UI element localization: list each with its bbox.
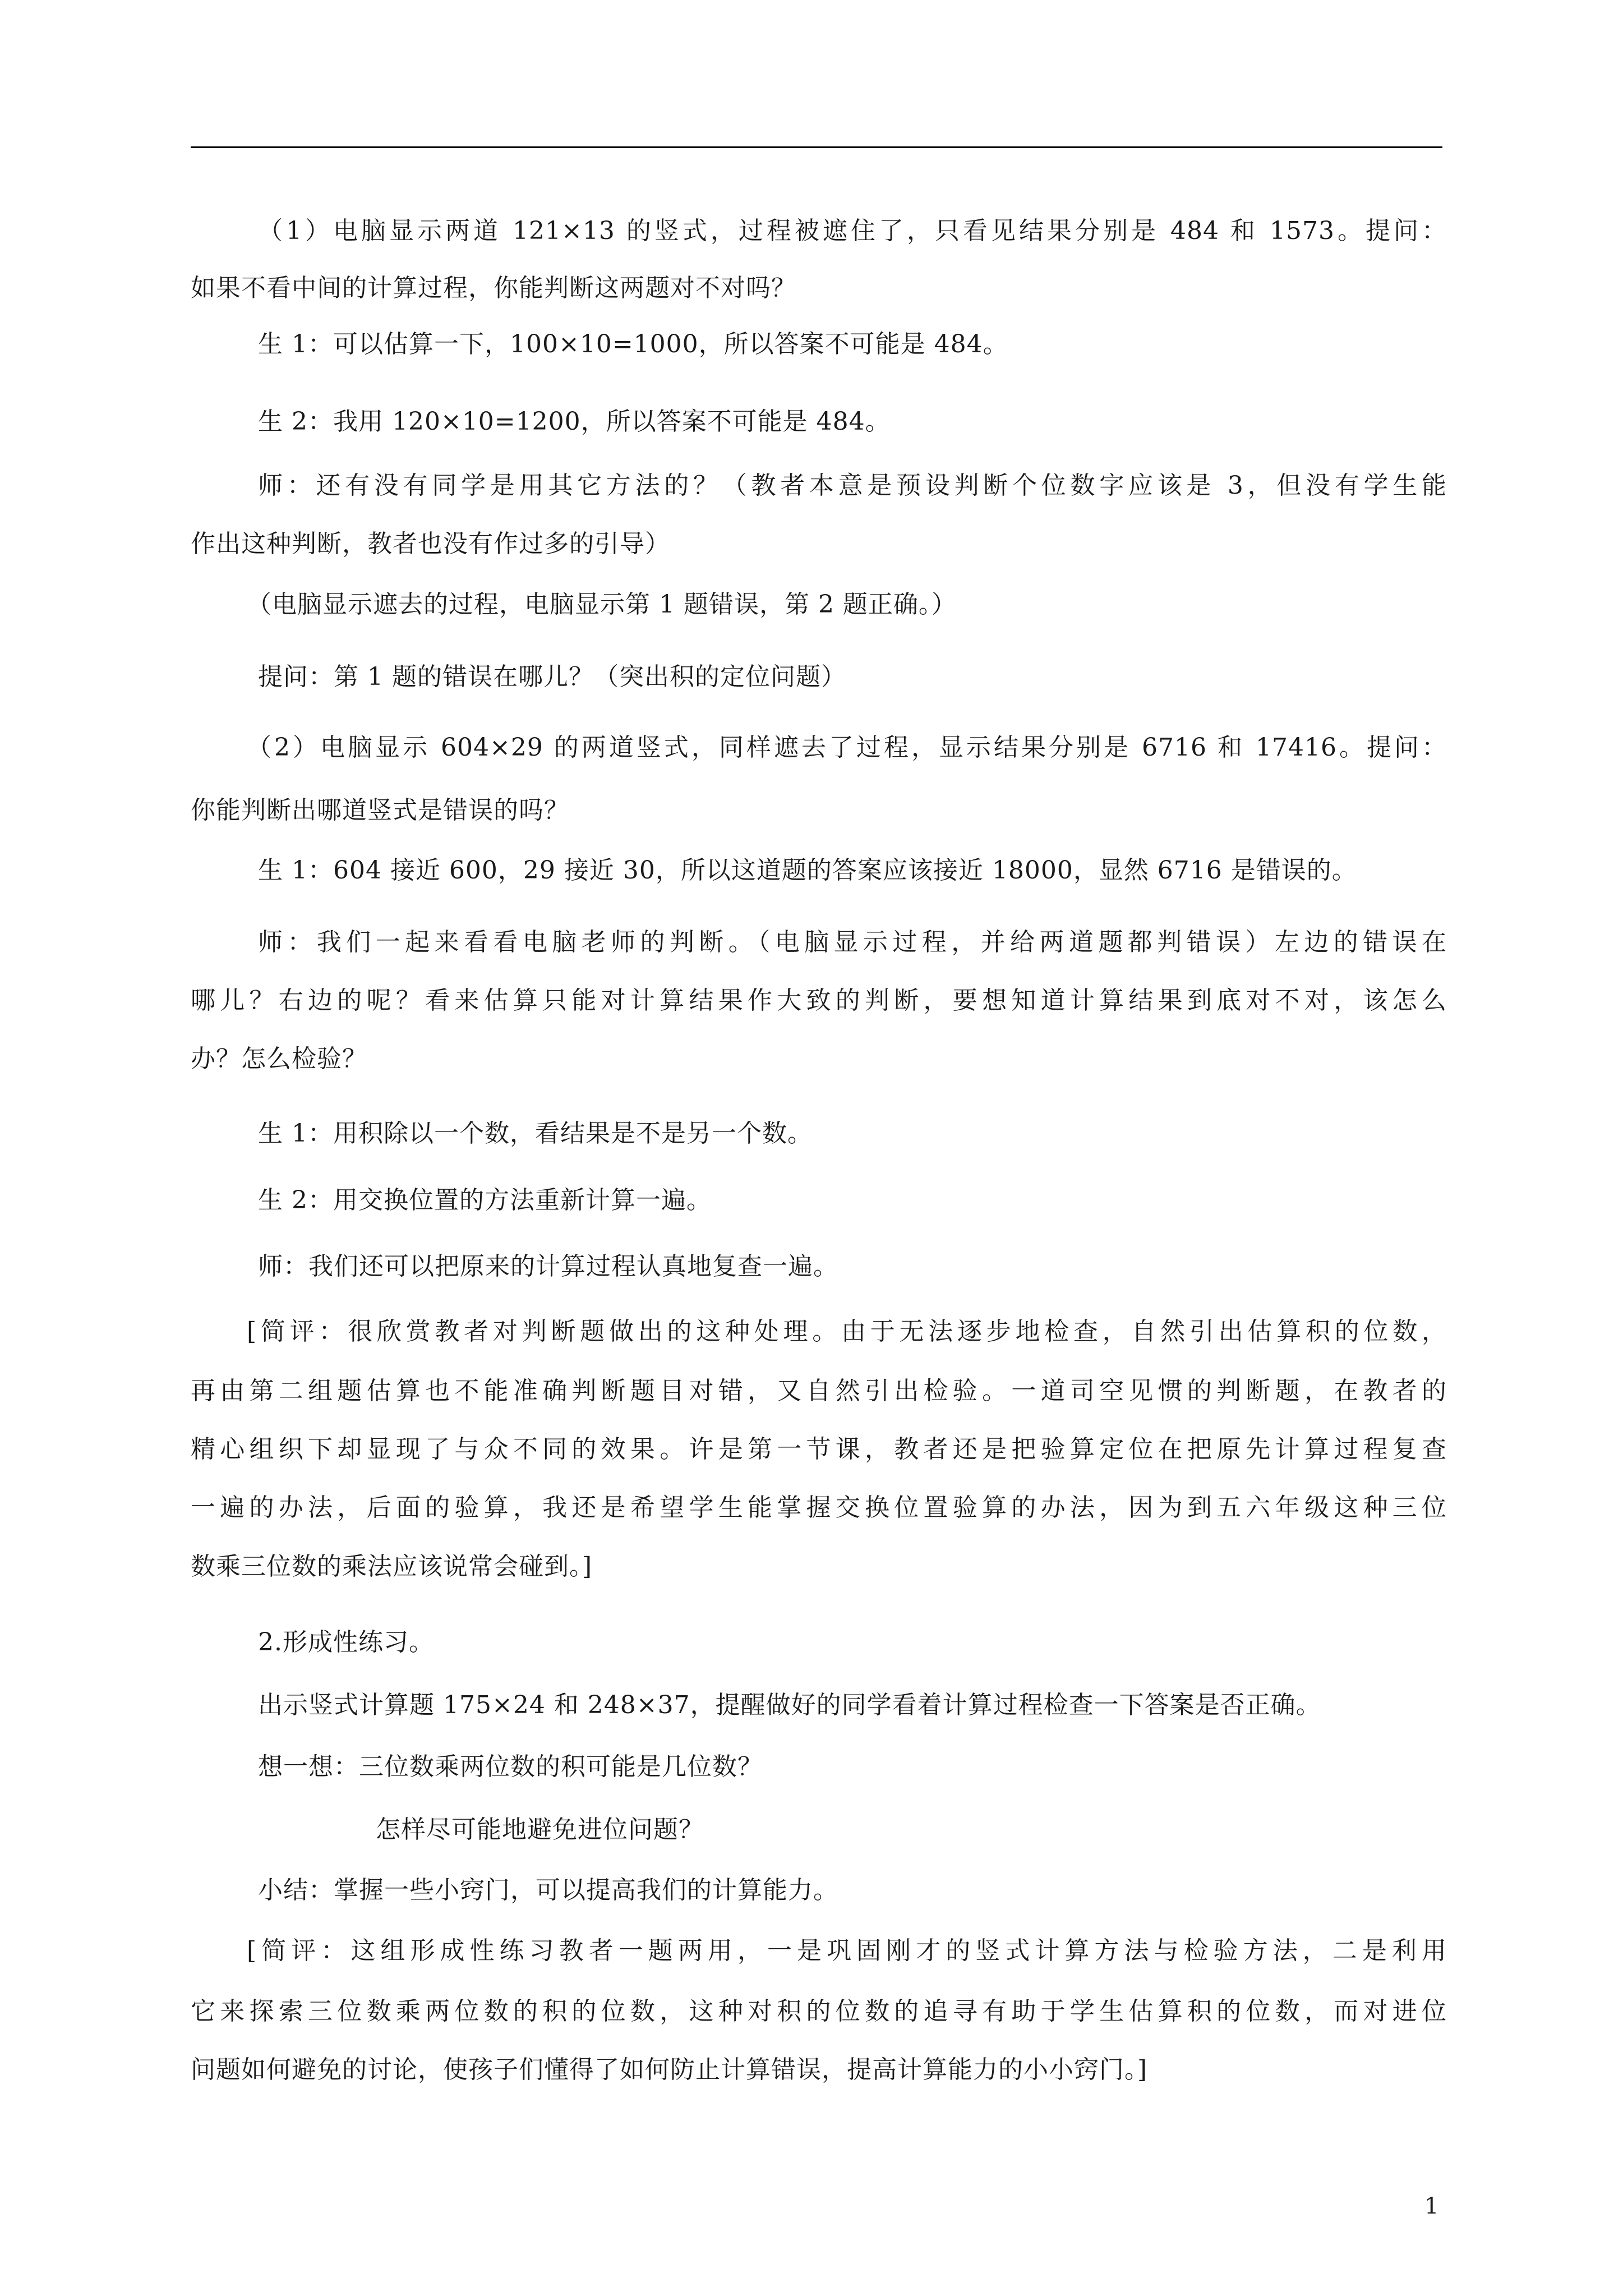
paragraph-line: 出示竖式计算题 175×24 和 248×37，提醒做好的同学看着计算过程检查一下答案是否正确。 — [258, 1691, 1321, 1719]
paragraph-line: 再由第二组题估算也不能准确判断题目对错，又自然引出检验。一道司空见惯的判断题，在教者的 — [191, 1377, 1447, 1405]
paragraph-line: 一遍的办法，后面的验算，我还是希望学生能掌握交换位置验算的办法，因为到五六年级这种三位 — [191, 1493, 1447, 1522]
paragraph-line: 生 1：用积除以一个数，看结果是不是另一个数。 — [258, 1119, 813, 1148]
paragraph-line: 你能判断出哪道竖式是错误的吗？ — [191, 796, 569, 825]
paragraph-line: 生 1：可以估算一下，100×10=1000，所以答案不可能是 484。 — [258, 330, 1008, 358]
paragraph-line: 如果不看中间的计算过程，你能判断这两题对不对吗？ — [191, 274, 796, 302]
paragraph-line: 数乘三位数的乘法应该说常会碰到。] — [191, 1552, 593, 1581]
paragraph-line: 作出这种判断，教者也没有作过多的引导） — [191, 530, 670, 558]
paragraph-line: 生 2：用交换位置的方法重新计算一遍。 — [258, 1186, 712, 1214]
paragraph-line: 怎样尽可能地避免进位问题？ — [376, 1815, 704, 1844]
paragraph-line: 师：还有没有同学是用其它方法的？（教者本意是预设判断个位数字应该是 3，但没有学生能 — [258, 471, 1447, 500]
paragraph-line: 想一想：三位数乘两位数的积可能是几位数？ — [258, 1752, 763, 1781]
paragraph-line: 小结：掌握一些小窍门，可以提高我们的计算能力。 — [258, 1876, 838, 1904]
paragraph-line: 师：我们一起来看看电脑老师的判断。（电脑显示过程，并给两道题都判错误）左边的错误在 — [258, 928, 1447, 956]
paragraph-line: （1）电脑显示两道 121×13 的竖式，过程被遮住了，只看见结果分别是 484 和 1573。提问： — [258, 217, 1447, 245]
paragraph-line: 它来探索三位数乘两位数的积的位数，这种对积的位数的追寻有助于学生估算积的位数，而对进位 — [191, 1997, 1447, 2026]
paragraph-line: [简评：很欣赏教者对判断题做出的这种处理。由于无法逐步地检查，自然引出估算积的位数， — [247, 1317, 1447, 1346]
paragraph-line: [简评：这组形成性练习教者一题两用，一是巩固刚才的竖式计算方法与检验方法，二是利用 — [247, 1936, 1447, 1965]
paragraph-line: 精心组织下却显现了与众不同的效果。许是第一节课，教者还是把验算定位在把原先计算过程复查 — [191, 1435, 1447, 1464]
page-number: 1 — [1424, 2193, 1439, 2219]
paragraph-line: （2）电脑显示 604×29 的两道竖式，同样遮去了过程，显示结果分别是 6716 和 17416。提问： — [247, 733, 1447, 762]
paragraph-line: 生 2：我用 120×10=1200，所以答案不可能是 484。 — [258, 407, 891, 436]
section-heading: 2.形成性练习。 — [258, 1628, 434, 1657]
paragraph-line: 提问：第 1 题的错误在哪儿？（突出积的定位问题） — [258, 662, 846, 691]
paragraph-line: 哪儿？右边的呢？看来估算只能对计算结果作大致的判断，要想知道计算结果到底对不对，该怎么 — [191, 986, 1447, 1015]
paragraph-line: 办？怎么检验？ — [191, 1045, 367, 1073]
paragraph-line: 师：我们还可以把原来的计算过程认真地复查一遍。 — [258, 1252, 838, 1281]
header-rule — [191, 146, 1442, 148]
paragraph-line: （电脑显示遮去的过程，电脑显示第 1 题错误，第 2 题正确。） — [247, 590, 957, 619]
paragraph-line: 生 1：604 接近 600，29 接近 30，所以这道题的答案应该接近 18000，显然 6716 是错误的。 — [258, 856, 1357, 885]
paragraph-line: 问题如何避免的讨论，使孩子们懂得了如何防止计算错误，提高计算能力的小小窍门。] — [191, 2055, 1148, 2084]
